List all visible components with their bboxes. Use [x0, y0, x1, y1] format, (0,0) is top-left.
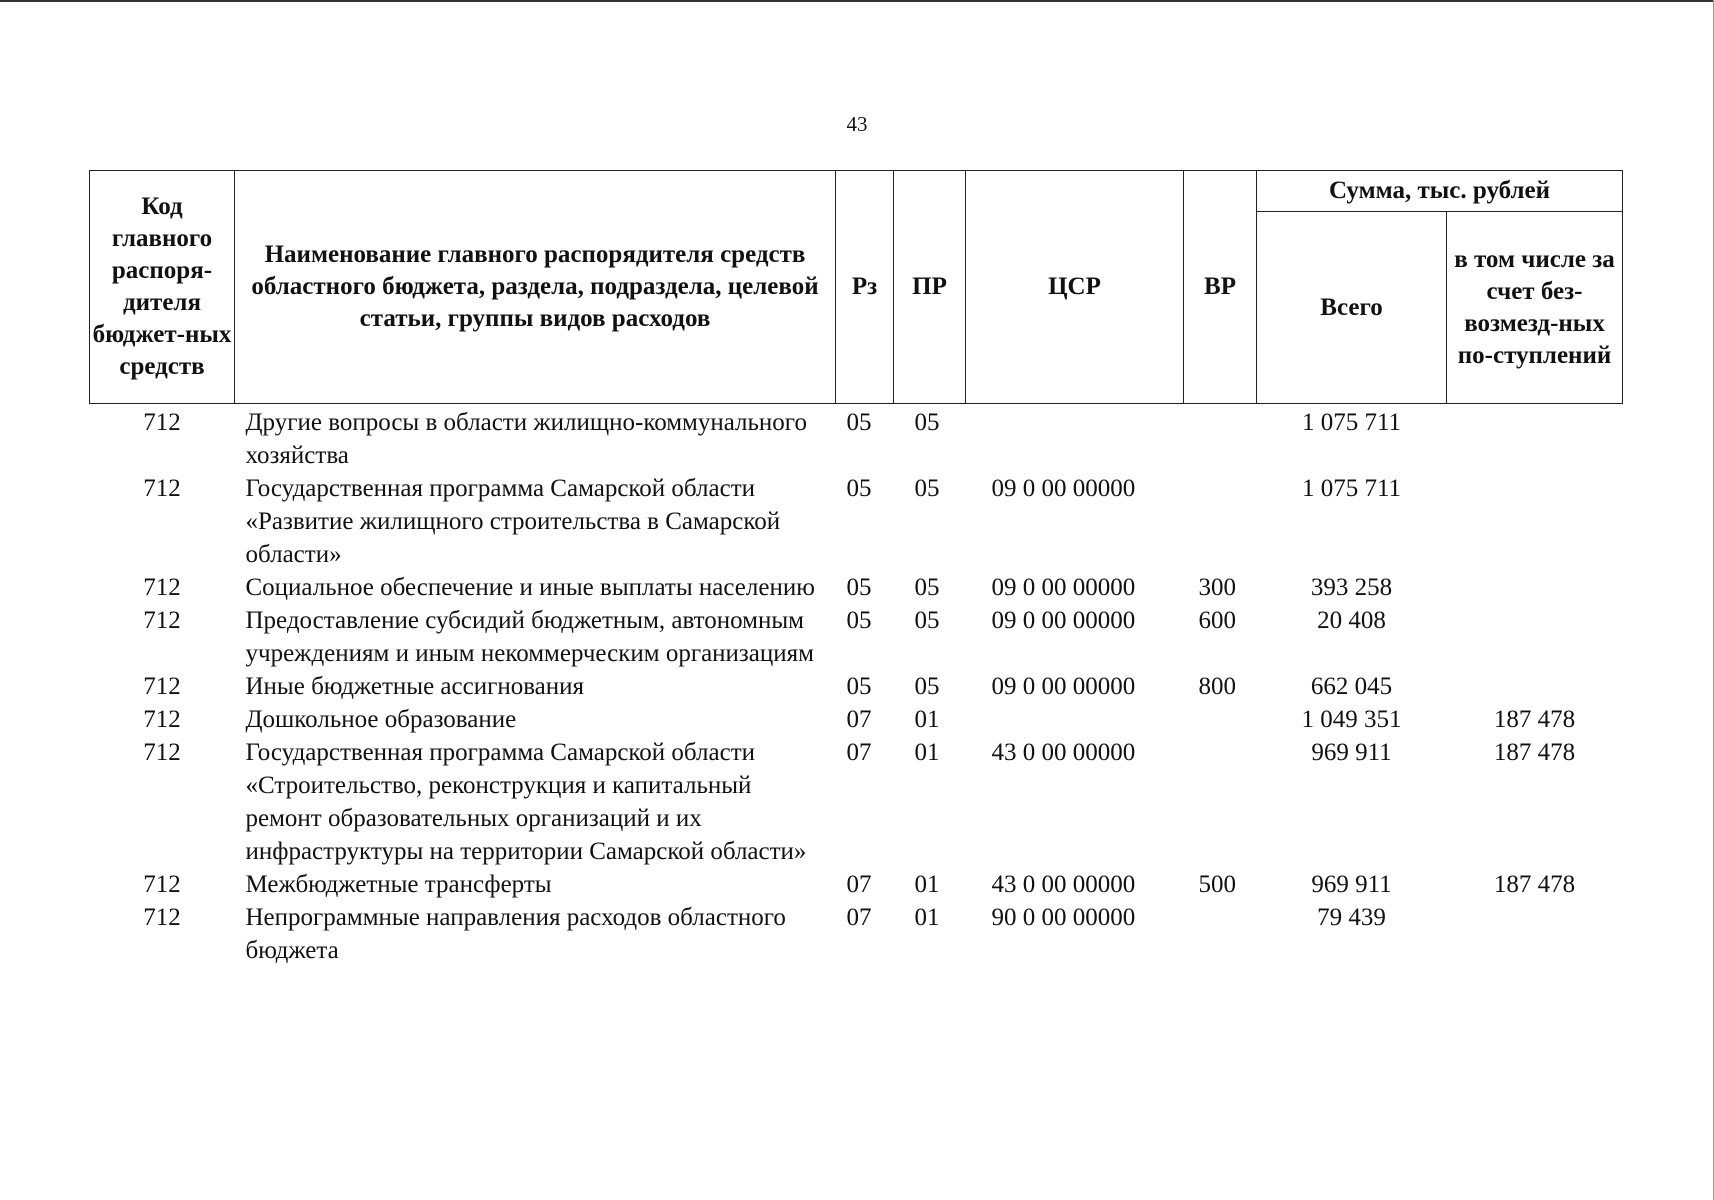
row-incl: [1447, 604, 1623, 670]
row-code: 712: [143, 574, 181, 601]
row-code: 712: [143, 706, 181, 733]
page-number: 43: [846, 112, 868, 136]
row-rz: 07: [846, 706, 872, 733]
header-rz: Рз: [836, 171, 894, 404]
table-row: [90, 868, 1623, 901]
row-name: Межбюджетные трансферты: [245, 871, 552, 898]
row-code: 712: [143, 475, 181, 502]
row-code: 712: [143, 673, 181, 700]
row-code: 712: [143, 904, 181, 931]
budget-table: [89, 170, 1623, 967]
row-csr: 09 0 00 00000: [991, 574, 1136, 601]
row-incl: 187 478: [1493, 739, 1576, 766]
header-total: Всего: [1257, 212, 1447, 404]
row-incl: [1447, 571, 1623, 604]
header-csr: ЦСР: [966, 171, 1184, 404]
row-total: 20 408: [1317, 607, 1386, 634]
row-vr: [1184, 736, 1257, 868]
row-total: 1 049 351: [1301, 706, 1402, 733]
scan-edge-top: [0, 0, 1714, 2]
row-rz: 07: [846, 904, 872, 931]
table-row: [90, 670, 1623, 703]
header-name: Наименование главного распорядителя средств областного бюджета, раздела, подраздела, целевой статьи, группы видов расходов: [235, 171, 836, 404]
row-vr: [1184, 472, 1257, 571]
row-csr: [966, 404, 1184, 473]
row-name: Непрограммные направления расходов областного бюджета: [245, 904, 786, 964]
header-incl: в том числе за счет без-возмезд-ных по-ступлений: [1447, 212, 1623, 404]
table-row: [90, 571, 1623, 604]
row-incl: 187 478: [1493, 871, 1576, 898]
row-csr: 09 0 00 00000: [991, 673, 1136, 700]
row-rz: 05: [846, 574, 872, 601]
row-vr: 800: [1198, 673, 1236, 700]
row-vr: [1184, 703, 1257, 736]
row-csr: [966, 703, 1184, 736]
row-rz: 05: [846, 607, 872, 634]
row-pr: 05: [914, 574, 940, 601]
row-code: 712: [143, 409, 181, 436]
row-total: 969 911: [1311, 739, 1392, 766]
row-pr: 01: [914, 871, 940, 898]
row-total: 393 258: [1310, 574, 1393, 601]
row-incl: [1447, 670, 1623, 703]
row-vr: [1184, 404, 1257, 473]
row-vr: [1184, 901, 1257, 967]
row-total: 79 439: [1317, 904, 1386, 931]
row-code: 712: [143, 871, 181, 898]
row-incl: [1447, 472, 1623, 571]
row-rz: 07: [846, 871, 872, 898]
row-name: Государственная программа Самарской области «Строительство, реконструкция и капитальный ремонт образовательных организаций и их инфраструктуры на территории Самарской области»: [245, 739, 807, 865]
row-rz: 07: [846, 739, 872, 766]
row-total: 1 075 711: [1301, 475, 1402, 502]
row-code: 712: [143, 607, 181, 634]
table-row: [90, 404, 1623, 473]
row-name: Другие вопросы в области жилищно-коммунального хозяйства: [245, 409, 807, 469]
header-sum: Сумма, тыс. рублей: [1257, 171, 1623, 212]
table-row: [90, 736, 1623, 868]
row-name: Иные бюджетные ассигнования: [245, 673, 585, 700]
row-rz: 05: [846, 409, 872, 436]
row-csr: 09 0 00 00000: [991, 607, 1136, 634]
row-pr: 01: [914, 904, 940, 931]
table-header: [90, 171, 1623, 404]
row-incl: [1447, 404, 1623, 473]
row-code: 712: [143, 739, 181, 766]
row-pr: 01: [914, 739, 940, 766]
row-pr: 05: [914, 607, 940, 634]
row-rz: 05: [846, 673, 872, 700]
row-name: Социальное обеспечение и иные выплаты населению: [245, 574, 815, 601]
row-csr: 90 0 00 00000: [991, 904, 1136, 931]
header-code: Код главного распоря-дителя бюджет-ных средств: [90, 171, 235, 404]
row-csr: 43 0 00 00000: [991, 871, 1136, 898]
row-pr: 05: [914, 475, 940, 502]
header-pr: ПР: [894, 171, 966, 404]
row-total: 1 075 711: [1301, 409, 1402, 436]
row-csr: 43 0 00 00000: [991, 739, 1136, 766]
row-name: Предоставление субсидий бюджетным, автономным учреждениям и иным некоммерческим организациям: [245, 607, 814, 667]
row-pr: 01: [914, 706, 940, 733]
row-incl: [1447, 901, 1623, 967]
row-name: Дошкольное образование: [245, 706, 517, 733]
row-vr: 600: [1198, 607, 1236, 634]
row-pr: 05: [914, 673, 940, 700]
table-row: [90, 472, 1623, 571]
row-vr: 500: [1198, 871, 1236, 898]
table-row: [90, 703, 1623, 736]
row-name: Государственная программа Самарской области «Развитие жилищного строительства в Самарской области»: [245, 475, 781, 568]
header-vr: ВР: [1184, 171, 1257, 404]
row-rz: 05: [846, 475, 872, 502]
table-row: [90, 901, 1623, 967]
row-incl: 187 478: [1493, 706, 1576, 733]
row-total: 662 045: [1310, 673, 1393, 700]
row-vr: 300: [1198, 574, 1236, 601]
row-csr: 09 0 00 00000: [991, 475, 1136, 502]
row-pr: 05: [914, 409, 940, 436]
row-total: 969 911: [1311, 871, 1392, 898]
table-row: [90, 604, 1623, 670]
table-body: [90, 404, 1623, 968]
